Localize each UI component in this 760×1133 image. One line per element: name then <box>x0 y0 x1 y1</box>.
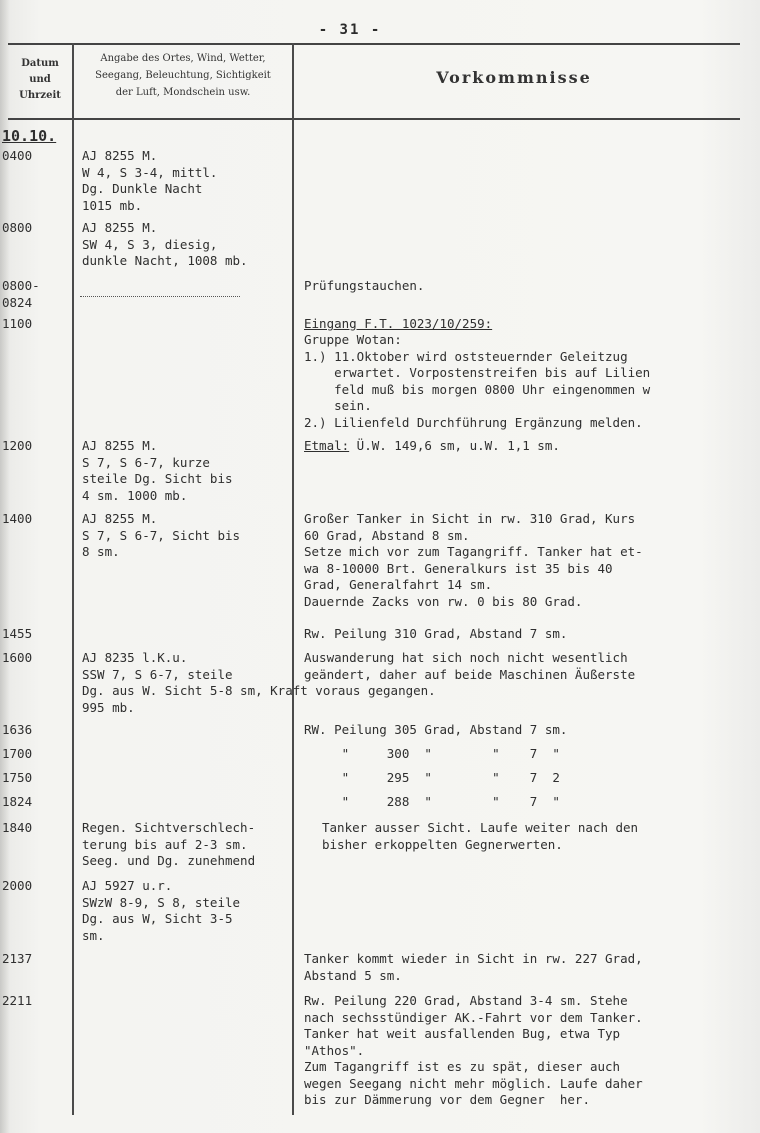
time-1840: 1840 <box>2 820 33 835</box>
header-bottom-rule <box>8 118 740 120</box>
position-1200: AJ 8255 M. S 7, S 6-7, kurze steile Dg. Sicht bis 4 sm. 1000 mb. <box>82 438 233 503</box>
time-1750: 1750 <box>2 770 33 785</box>
time-1600: 1600 <box>2 650 33 665</box>
header-events: Vorkommnisse <box>436 68 592 87</box>
header-col1-line3: Uhrzeit <box>19 90 61 101</box>
time-1455: 1455 <box>2 626 33 641</box>
entry-date: 10.10. <box>2 127 57 145</box>
event-2211: Rw. Peilung 220 Grad, Abstand 3-4 sm. Stehe nach sechsstündiger AK.-Fahrt vor dem Tanker. Tanker hat weit ausfallenden Bug, etwa Typ "Athos". Zum Tagangriff ist es zu spät, dieser auch wegen Seegang nicht mehr möglich. Laufe daher bis zur Dämmerung vor dem Gegner her. <box>304 993 643 1107</box>
header-col2-line1: Angabe des Ortes, Wind, Wetter, <box>100 53 266 64</box>
event-1200 <box>304 438 560 455</box>
position-0800: AJ 8255 M. SW 4, S 3, diesig, dunkle Nacht, 1008 mb. <box>82 220 248 268</box>
column-divider-2 <box>292 43 294 1115</box>
position-2000: AJ 5927 u.r. SWzW 8-9, S 8, steile Dg. aus W, Sicht 3-5 sm. <box>82 878 241 943</box>
header-col2-line2: Seegang, Beleuchtung, Sichtigkeit <box>95 70 271 81</box>
event-1840: Tanker ausser Sicht. Laufe weiter nach den bisher erkoppelten Gegnerwerten. <box>322 820 639 852</box>
event-1455: Rw. Peilung 310 Grad, Abstand 7 sm. <box>304 626 568 641</box>
header-location-weather <box>76 50 290 101</box>
position-1400: AJ 8255 M. S 7, S 6-7, Sicht bis 8 sm. <box>82 511 241 559</box>
etmal-label: Etmal: <box>304 438 350 453</box>
time-1700: 1700 <box>2 746 33 761</box>
dotted-leader <box>80 296 240 297</box>
header-top-rule <box>8 43 740 45</box>
position-1600: AJ 8235 l.K.u. SSW 7, S 6-7, steile Dg. aus W. Sicht 5-8 sm, Kraft voraus gegangen. 995 mb. <box>82 650 436 715</box>
time-1824: 1824 <box>2 794 33 809</box>
header-col1-line1: Datum <box>21 58 59 69</box>
event-1750: " 295 " " 7 2 <box>304 770 560 785</box>
time-2000: 2000 <box>2 878 33 893</box>
etmal-value: Ü.W. 149,6 sm, u.W. 1,1 sm. <box>349 438 560 453</box>
position-0400: AJ 8255 M. W 4, S 3-4, mittl. Dg. Dunkle Nacht 1015 mb. <box>82 148 218 213</box>
header-col1-line2: und <box>29 74 51 85</box>
time-2137: 2137 <box>2 951 33 966</box>
event-2137: Tanker kommt wieder in Sicht in rw. 227 Grad, Abstand 5 sm. <box>304 951 643 983</box>
time-0800: 0800 <box>2 220 33 235</box>
event-1824: " 288 " " 7 " <box>304 794 560 809</box>
time-1100: 1100 <box>2 316 33 331</box>
column-divider-1 <box>72 43 74 1115</box>
time-1200: 1200 <box>2 438 33 453</box>
time-1400: 1400 <box>2 511 33 526</box>
time-2211: 2211 <box>2 993 33 1008</box>
event-1100-heading: Eingang F.T. 1023/10/259: <box>304 316 493 331</box>
page-number: - 31 - <box>318 22 382 38</box>
event-1100: Gruppe Wotan: 1.) 11.Oktober wird oststeuernder Geleitzug erwartet. Vorpostenstreifen bis auf Lilien feld muß bis morgen 0800 Uhr eingenommen w sein. 2.) Lilienfeld Durchführung Ergänzung melden. <box>304 332 651 430</box>
event-1700: " 300 " " 7 " <box>304 746 560 761</box>
time-0800-0824: 0800- 0824 <box>2 278 40 310</box>
event-1636: RW. Peilung 305 Grad, Abstand 7 sm. <box>304 722 568 737</box>
event-0800-0824: Prüfungstauchen. <box>304 278 425 293</box>
event-1400: Großer Tanker in Sicht in rw. 310 Grad, Kurs 60 Grad, Abstand 8 sm. Setze mich vor zum Tagangriff. Tanker hat et- wa 8-10000 Brt. Generalkurs ist 35 bis 40 Grad, Generalfahrt 14 sm. Dauernde Zacks von rw. 0 bis 80 Grad. <box>304 511 643 609</box>
time-1636: 1636 <box>2 722 33 737</box>
time-0400: 0400 <box>2 148 33 163</box>
position-1840: Regen. Sichtverschlech- terung bis auf 2-3 sm. Seeg. und Dg. zunehmend <box>82 820 256 868</box>
header-date-time <box>8 56 72 104</box>
event-1600: Auswanderung hat sich noch nicht wesentlich geändert, daher auf beide Maschinen Äußerste <box>304 650 636 682</box>
header-col2-line3: der Luft, Mondschein usw. <box>115 87 251 98</box>
